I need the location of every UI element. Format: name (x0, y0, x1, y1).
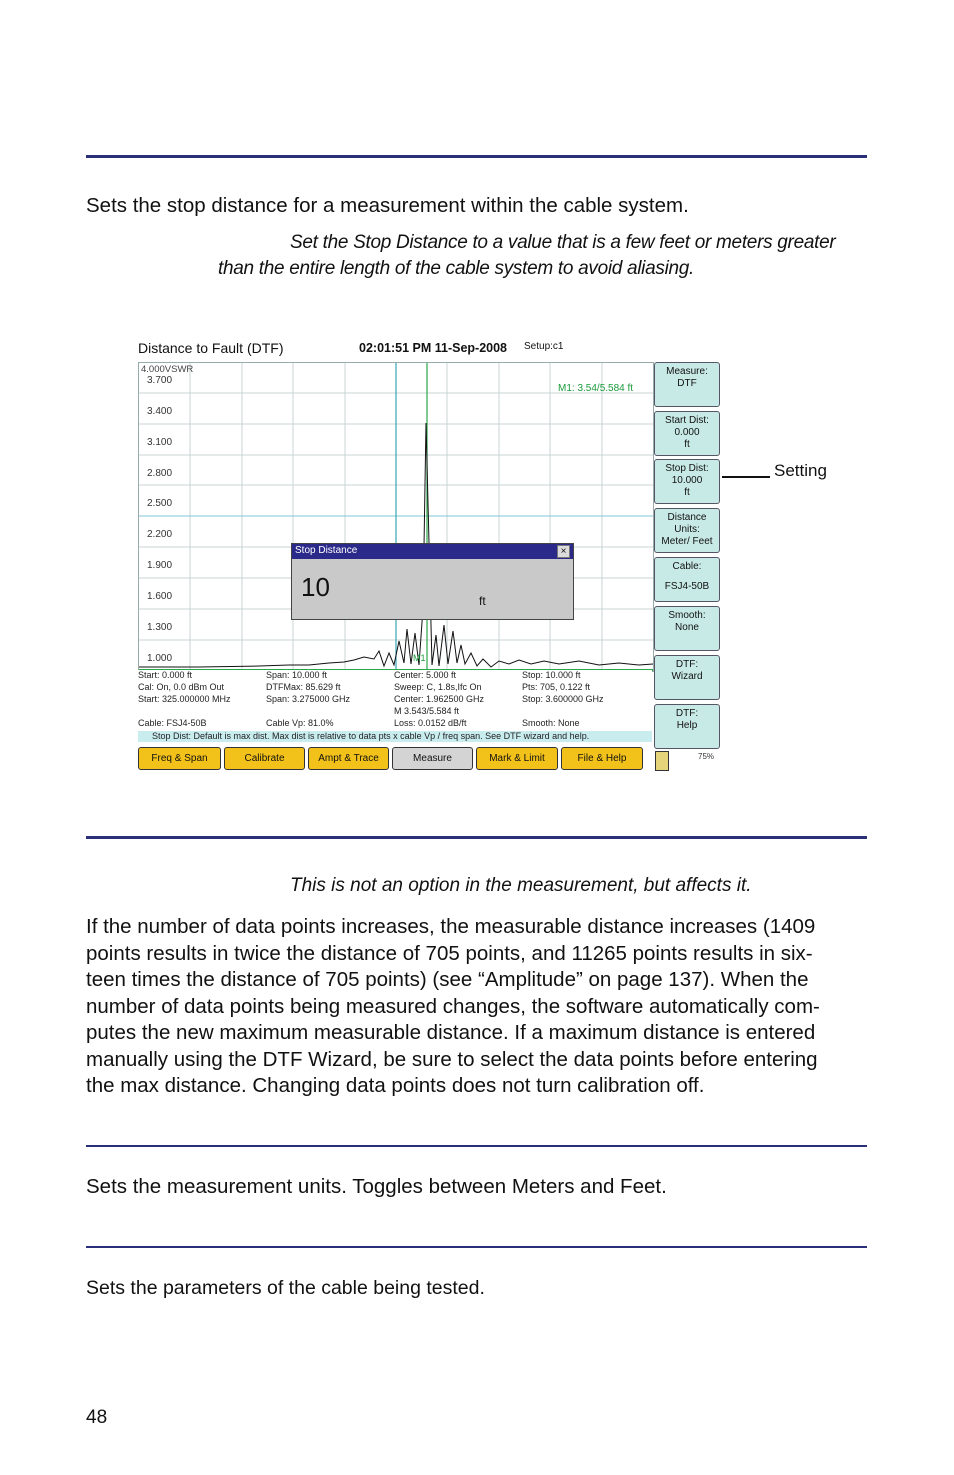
y-tick-9: 1.300 (147, 622, 173, 633)
battery-percent: 75% (698, 752, 715, 761)
menu-calibrate[interactable]: Calibrate (224, 747, 305, 770)
screen-setup: Setup:c1 (524, 341, 564, 352)
softkey-line: Distance (667, 512, 707, 523)
info-c4-r5: Smooth: None (522, 718, 580, 728)
menu-freq-span[interactable]: Freq & Span (138, 747, 221, 770)
info-c3-r2: Sweep: C, 1.8s,Ifc On (394, 682, 482, 692)
data-points-paragraph (86, 914, 867, 1100)
info-c2-r1: Span: 10.000 ft (266, 670, 328, 680)
paragraph-line: teen times the distance of 705 points) (see “Amplitude” on page 137). When the (86, 968, 809, 991)
info-c1-r1: Start: 0.000 ft (138, 670, 193, 680)
y-tick-2: 3.400 (147, 406, 173, 417)
softkey-cable[interactable] (654, 557, 720, 602)
cable-description: Sets the parameters of the cable being tested. (86, 1277, 485, 1299)
data-points-note: This is not an option in the measurement, but affects it. (290, 875, 752, 896)
softkey-distance-units[interactable] (654, 508, 720, 553)
y-tick-10: 1.000 (147, 653, 173, 664)
stop-distance-unit: ft (479, 594, 486, 608)
menu-file-help[interactable]: File & Help (561, 747, 643, 770)
menu-mark-limit[interactable]: Mark & Limit (476, 747, 558, 770)
stop-distance-dialog[interactable] (291, 543, 574, 620)
dtf-screenshot (136, 337, 724, 775)
close-icon[interactable]: × (557, 545, 570, 558)
dialog-title: Stop Distance (295, 545, 358, 556)
y-tick-1: 3.700 (147, 375, 173, 386)
y-tick-3: 3.100 (147, 437, 173, 448)
info-c4-r3: Stop: 3.600000 GHz (522, 694, 604, 704)
info-c1-r5: Cable: FSJ4-50B (138, 718, 207, 728)
info-c3-r3: Center: 1.962500 GHz (394, 694, 485, 704)
page-number: 48 (86, 1407, 108, 1428)
softkey-dtf-help[interactable] (654, 704, 720, 749)
info-c2-r2: DTFMax: 85.629 ft (266, 682, 341, 692)
menu-measure[interactable]: Measure (392, 747, 473, 770)
y-tick-5: 2.500 (147, 498, 173, 509)
section-rule-4 (86, 1246, 867, 1248)
plot-svg (139, 363, 653, 671)
softkey-stop-dist[interactable] (654, 459, 720, 504)
stop-distance-description: Sets the stop distance for a measurement within the cable system. (86, 194, 689, 217)
info-c3-r4: M 3.543/5.584 ft (394, 706, 460, 716)
softkey-dtf-wizard[interactable] (654, 655, 720, 700)
callout-line (722, 476, 770, 478)
softkey-measure[interactable] (654, 362, 720, 407)
status-line: Stop Dist: Default is max dist. Max dist is relative to data pts x cable Vp / freq span. See DTF wizard and help. (138, 731, 652, 742)
softkey-line: Meter/ Feet (661, 536, 713, 547)
y-tick-8: 1.600 (147, 591, 173, 602)
info-c3-r5: Loss: 0.0152 dB/ft (394, 718, 467, 728)
softkey-line: FSJ4-50B (664, 581, 710, 592)
marker-label: M1 (413, 653, 426, 663)
stop-distance-note-line2: than the entire length of the cable system to avoid aliasing. (218, 258, 695, 279)
softkey-line: Help (676, 720, 698, 731)
softkey-line: ft (684, 487, 690, 498)
info-c4-r2: Pts: 705, 0.122 ft (522, 682, 591, 692)
softkey-line: 10.000 (671, 475, 703, 486)
softkey-line: Units: (674, 524, 700, 535)
softkey-line: 0.000 (674, 427, 700, 438)
softkey-line: Wizard (671, 671, 703, 682)
screen-time: 02:01:51 PM 11-Sep-2008 (359, 341, 508, 355)
y-tick-4: 2.800 (147, 468, 173, 479)
dialog-title-bar[interactable] (292, 544, 573, 559)
softkey-line: DTF: (675, 659, 699, 670)
section-rule-3 (86, 1145, 867, 1147)
paragraph-line: putes the new maximum measurable distance. If a maximum distance is entered (86, 1021, 816, 1044)
info-c2-r5: Cable Vp: 81.0% (266, 718, 334, 728)
top-scale-label: 4.000VSWR (141, 364, 194, 375)
softkey-line: DTF (677, 378, 697, 389)
marker-readout: M1: 3.54/5.584 ft (558, 383, 634, 394)
info-c1-r3: Start: 325.000000 MHz (138, 694, 231, 704)
paragraph-line: manually using the DTF Wizard, be sure to select the data points before entering (86, 1047, 818, 1071)
softkey-line: Stop Dist: (665, 463, 709, 474)
softkey-line: Measure: (666, 366, 708, 377)
y-tick-6: 2.200 (147, 529, 173, 540)
info-c3-r1: Center: 5.000 ft (394, 670, 457, 680)
softkey-smooth[interactable] (654, 606, 720, 651)
info-c4-r1: Stop: 10.000 ft (522, 670, 581, 680)
dtf-plot (138, 362, 654, 672)
section-rule-2 (86, 836, 867, 839)
menu-ampt-trace[interactable]: Ampt & Trace (308, 747, 389, 770)
softkey-line: DTF: (675, 708, 699, 719)
stop-distance-value[interactable]: 10 (301, 572, 330, 602)
softkey-line: ft (684, 439, 690, 450)
stop-distance-note-line1: Set the Stop Distance to a value that is a few feet or meters greater (290, 232, 836, 253)
softkey-line: Cable: (672, 561, 702, 572)
paragraph-line: points results in twice the distance of 705 points, and 11265 points results in six- (86, 941, 813, 965)
softkey-start-dist[interactable] (654, 411, 720, 456)
paragraph-line: If the number of data points increases, the measurable distance increases (1409 (86, 915, 816, 938)
softkey-line: Start Dist: (665, 415, 709, 426)
y-tick-7: 1.900 (147, 560, 173, 571)
info-c2-r3: Span: 3.275000 GHz (266, 694, 351, 704)
section-rule-1 (86, 155, 867, 158)
units-description: Sets the measurement units. Toggles between Meters and Feet. (86, 1175, 667, 1198)
paragraph-line: the max distance. Changing data points does not turn calibration off. (86, 1074, 705, 1097)
screen-title: Distance to Fault (DTF) (138, 340, 284, 356)
info-c1-r2: Cal: On, 0.0 dBm Out (138, 682, 225, 692)
paragraph-line: number of data points being measured changes, the software automatically com- (86, 994, 820, 1018)
callout-setting: Setting (774, 461, 827, 480)
softkey-line: None (675, 622, 699, 633)
softkey-line: Smooth: (668, 610, 706, 621)
battery-icon (655, 751, 669, 771)
